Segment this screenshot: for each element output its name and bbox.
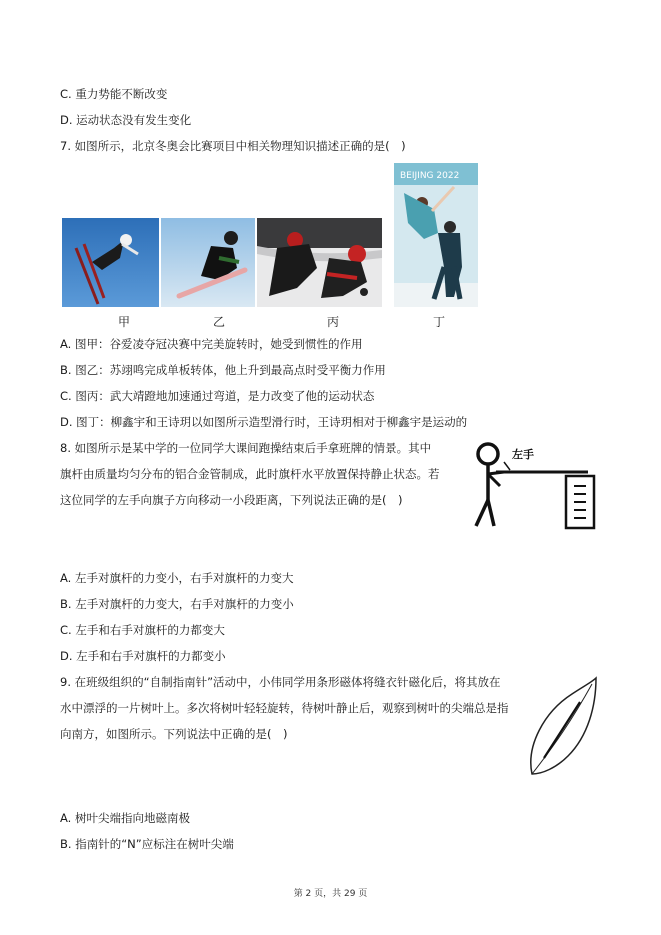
q9-figure-leaf-compass [524, 676, 604, 780]
photo-ding-figure-skating [394, 163, 478, 307]
q9-stem-line-2: 水中漂浮的一片树叶上。多次将树叶轻轻旋转，待树叶静止后，观察到树叶的尖端总是指 [60, 701, 509, 715]
q7-option-a: A. 图甲：谷爱凌夺冠决赛中完美旋转时，她受到惯性的作用 [60, 337, 363, 351]
q6-option-c: C. 重力势能不断改变 [60, 87, 168, 101]
q8-option-b: B. 左手对旗杆的力变大，右手对旗杆的力变小 [60, 597, 294, 611]
caption-ding: 丁 [433, 315, 446, 329]
q7-stem: 7. 如图所示，北京冬奥会比赛项目中相关物理知识描述正确的是( ) [60, 139, 406, 153]
q8-option-d: D. 左手和右手对旗杆的力都变小 [60, 649, 226, 663]
page-footer: 第 2 页，共 29 页 [293, 889, 368, 899]
q9-option-b: B. 指南针的“N”应标注在树叶尖端 [60, 837, 234, 851]
caption-yi: 乙 [213, 315, 226, 329]
q9-option-a: A. 树叶尖端指向地磁南极 [60, 811, 190, 825]
q8-option-a: A. 左手对旗杆的力变小，右手对旗杆的力变大 [60, 571, 294, 585]
photo-bing-short-track [257, 218, 382, 307]
q6-option-d: D. 运动状态没有发生变化 [60, 113, 192, 127]
q7-option-d: D. 图丁：柳鑫宇和王诗玥以如图所示造型滑行时，王诗玥相对于柳鑫宇是运动的 [60, 415, 468, 429]
q7-option-c: C. 图丙：武大靖蹬地加速通过弯道，是力改变了他的运动状态 [60, 389, 375, 403]
q9-stem-line-1: 9. 在班级组织的“自制指南针”活动中，小伟同学用条形磁体将缝衣针磁化后，将其放在 [60, 675, 501, 689]
banner-text: BEIJING 2022 [400, 171, 460, 181]
photo-yi-snowboard [161, 218, 255, 307]
q8-figure-student-with-flag [462, 438, 612, 538]
q9-stem-line-3: 向南方，如图所示。下列说法中正确的是( ) [60, 727, 288, 741]
q7-option-b: B. 图乙：苏翊鸣完成单板转体，他上升到最高点时受平衡力作用 [60, 363, 386, 377]
q8-stem-line-3: 这位同学的左手向旗子方向移动一小段距离，下列说法正确的是( ) [60, 493, 403, 507]
q8-stem-line-1: 8. 如图所示是某中学的一位同学大课间跑操结束后手拿班牌的情景。其中 [60, 441, 432, 455]
photo-jia-ski-aerial [62, 218, 159, 307]
caption-bing: 丙 [327, 315, 340, 329]
q8-option-c: C. 左手和右手对旗杆的力都变大 [60, 623, 225, 637]
left-hand-label: 左手 [512, 448, 534, 461]
q8-stem-line-2: 旗杆由质量均匀分布的铝合金管制成，此时旗杆水平放置保持静止状态。若 [60, 467, 440, 481]
caption-jia: 甲 [118, 315, 131, 329]
